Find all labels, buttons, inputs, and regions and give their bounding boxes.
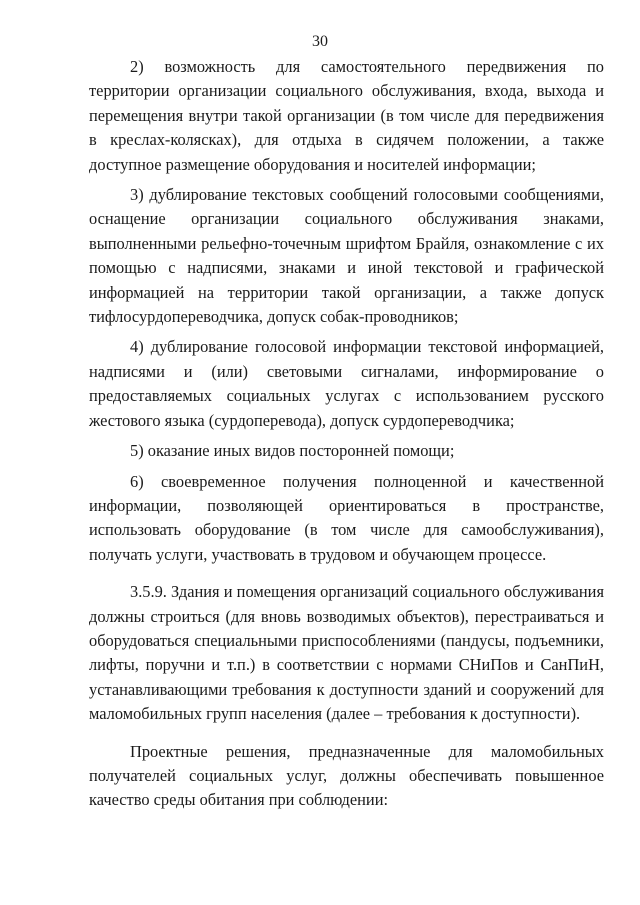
paragraph-item-4: 4) дублирование голосовой информации текстовой информацией, надписями и (или) световыми сигналами, информирование о предоставляемых социальных услугах с использованием русского жестового языка (сурдоперевода), допуск сурдопереводчика;: [89, 337, 604, 430]
paragraph-item-3: 3) дублирование текстовых сообщений голосовыми сообщениями, оснащение организации социального обслуживания знаками, выполненными рельефно-точечным шрифтом Брайля, ознакомление с их помощью с надписями, знаками и иной текстовой и графической информацией на территории такой организации, а также допуск тифлосурдопереводчика, допуск собак-проводников;: [89, 185, 604, 327]
paragraph-item-2: 2) возможность для самостоятельного передвижения по территории организации социального обслуживания, входа, выхода и перемещения внутри такой организации (в том числе для передвижения в креслах-колясках), для отдыха в сидячем положении, а также доступное размещение оборудования и носителей информации;: [89, 57, 604, 174]
document-body: [89, 55, 604, 813]
paragraph-item-6: 6) своевременное получения полноценной и качественной информации, позволяющей ориентироваться в пространстве, использовать оборудование (в том числе для самообслуживания), получать услуги, участвовать в трудовом и обучающем процессе.: [89, 471, 604, 564]
paragraph-design-solutions: Проектные решения, предназначенные для маломобильных получателей социальных услуг, должны обеспечивать повышенное качество среды обитания при соблюдении:: [89, 741, 604, 810]
paragraph-section-3-5-9: 3.5.9. Здания и помещения организаций социального обслуживания должны строиться (для вновь возводимых объектов), перестраиваться и оборудоваться специальными приспособлениями (пандусы, подъемники, лифты, поручни и т.п.) в соответствии с нормами СНиПов и СанПиН, устанавливающими требования к доступности зданий и сооружений для маломобильных групп населения (далее – требования к доступности).: [89, 582, 604, 724]
paragraph-item-5: 5) оказание иных видов посторонней помощи;: [130, 441, 455, 461]
page-number: 30: [312, 33, 328, 50]
